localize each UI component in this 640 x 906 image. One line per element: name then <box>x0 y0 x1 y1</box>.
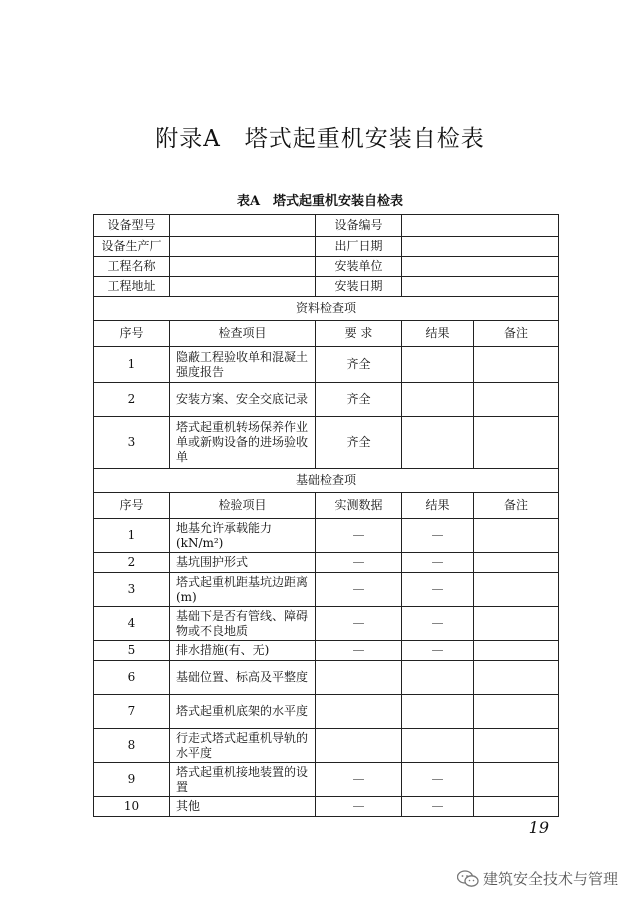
row-number: 1 <box>94 347 170 383</box>
row-requirement: 齐全 <box>316 347 402 383</box>
page-heading: 附录A 塔式起重机安装自检表 <box>155 126 485 152</box>
equipment-number-value <box>402 215 559 237</box>
row-result: — <box>402 553 474 573</box>
table-row <box>94 797 559 817</box>
row-number: 2 <box>94 383 170 417</box>
column-header-note: 备注 <box>474 321 559 347</box>
manufacturer-label: 设备生产厂 <box>94 237 170 257</box>
foundation-section-title-row <box>94 469 559 493</box>
install-unit-value <box>402 257 559 277</box>
row-data: — <box>316 607 402 641</box>
row-item: 塔式起重机转场保养作业单或新购设备的进场验收单 <box>170 417 316 469</box>
table-row <box>94 383 559 417</box>
row-note <box>474 729 559 763</box>
row-note <box>474 641 559 661</box>
table-row <box>94 729 559 763</box>
install-unit-label: 安装单位 <box>316 257 402 277</box>
row-item: 排水措施(有、无) <box>170 641 316 661</box>
row-item: 隐蔽工程验收单和混凝土强度报告 <box>170 347 316 383</box>
row-result <box>402 383 474 417</box>
row-result: — <box>402 641 474 661</box>
header-row <box>94 237 559 257</box>
table-row <box>94 607 559 641</box>
row-number: 10 <box>94 797 170 817</box>
row-number: 8 <box>94 729 170 763</box>
foundation-section-title: 基础检查项 <box>94 469 559 493</box>
row-result <box>402 347 474 383</box>
row-result: — <box>402 519 474 553</box>
header-row <box>94 257 559 277</box>
table-row <box>94 661 559 695</box>
row-data: — <box>316 797 402 817</box>
table-row <box>94 763 559 797</box>
page-number: 19 <box>528 818 549 837</box>
row-item: 安装方案、安全交底记录 <box>170 383 316 417</box>
row-note <box>474 383 559 417</box>
row-result: — <box>402 763 474 797</box>
column-header-no: 序号 <box>94 321 170 347</box>
row-data: — <box>316 573 402 607</box>
row-note <box>474 519 559 553</box>
row-requirement: 齐全 <box>316 417 402 469</box>
equipment-model-value <box>170 215 316 237</box>
watermark <box>457 868 618 889</box>
table-row <box>94 573 559 607</box>
factory-date-value <box>402 237 559 257</box>
row-number: 1 <box>94 519 170 553</box>
column-header-item: 检查项目 <box>170 321 316 347</box>
column-header-no: 序号 <box>94 493 170 519</box>
row-item: 塔式起重机底架的水平度 <box>170 695 316 729</box>
row-data: — <box>316 641 402 661</box>
row-number: 5 <box>94 641 170 661</box>
row-result: — <box>402 607 474 641</box>
wechat-icon <box>457 870 479 888</box>
row-requirement: 齐全 <box>316 383 402 417</box>
factory-date-label: 出厂日期 <box>316 237 402 257</box>
row-number: 4 <box>94 607 170 641</box>
row-number: 7 <box>94 695 170 729</box>
column-header-result: 结果 <box>402 321 474 347</box>
foundation-column-header-row <box>94 493 559 519</box>
table-title: 表A 塔式起重机安装自检表 <box>236 194 404 209</box>
row-data <box>316 695 402 729</box>
inspection-table <box>93 214 559 817</box>
row-number: 6 <box>94 661 170 695</box>
docs-section-title: 资料检查项 <box>94 297 559 321</box>
header-row <box>94 215 559 237</box>
row-note <box>474 553 559 573</box>
row-number: 9 <box>94 763 170 797</box>
install-date-value <box>402 277 559 297</box>
row-item: 基础位置、标高及平整度 <box>170 661 316 695</box>
row-note <box>474 573 559 607</box>
row-note <box>474 347 559 383</box>
row-note <box>474 607 559 641</box>
column-header-item: 检验项目 <box>170 493 316 519</box>
table-row <box>94 347 559 383</box>
row-number: 3 <box>94 417 170 469</box>
table-row <box>94 519 559 553</box>
docs-column-header-row <box>94 321 559 347</box>
equipment-model-label: 设备型号 <box>94 215 170 237</box>
row-item: 塔式起重机接地装置的设置 <box>170 763 316 797</box>
row-result <box>402 729 474 763</box>
manufacturer-value <box>170 237 316 257</box>
project-name-value <box>170 257 316 277</box>
watermark-text: 建筑安全技术与管理 <box>482 870 618 888</box>
row-result: — <box>402 797 474 817</box>
row-number: 3 <box>94 573 170 607</box>
row-result: — <box>402 573 474 607</box>
table-row <box>94 641 559 661</box>
row-item: 地基允许承载能力(kN/m²) <box>170 519 316 553</box>
row-item: 行走式塔式起重机导轨的水平度 <box>170 729 316 763</box>
table-row <box>94 417 559 469</box>
row-data: — <box>316 553 402 573</box>
row-data <box>316 729 402 763</box>
row-result <box>402 661 474 695</box>
header-row <box>94 277 559 297</box>
column-header-requirement: 要 求 <box>316 321 402 347</box>
row-note <box>474 661 559 695</box>
column-header-note: 备注 <box>474 493 559 519</box>
row-number: 2 <box>94 553 170 573</box>
install-date-label: 安装日期 <box>316 277 402 297</box>
table-row <box>94 695 559 729</box>
row-item: 塔式起重机距基坑边距离(m) <box>170 573 316 607</box>
docs-section-title-row <box>94 297 559 321</box>
project-address-value <box>170 277 316 297</box>
row-note <box>474 417 559 469</box>
equipment-number-label: 设备编号 <box>316 215 402 237</box>
project-name-label: 工程名称 <box>94 257 170 277</box>
row-data: — <box>316 519 402 553</box>
row-result <box>402 417 474 469</box>
table-row <box>94 553 559 573</box>
row-note <box>474 695 559 729</box>
column-header-result: 结果 <box>402 493 474 519</box>
row-item: 基坑围护形式 <box>170 553 316 573</box>
project-address-label: 工程地址 <box>94 277 170 297</box>
column-header-data: 实测数据 <box>316 493 402 519</box>
row-data <box>316 661 402 695</box>
row-note <box>474 797 559 817</box>
row-note <box>474 763 559 797</box>
row-result <box>402 695 474 729</box>
row-item: 其他 <box>170 797 316 817</box>
row-item: 基础下是否有管线、障碍物或不良地质 <box>170 607 316 641</box>
row-data: — <box>316 763 402 797</box>
